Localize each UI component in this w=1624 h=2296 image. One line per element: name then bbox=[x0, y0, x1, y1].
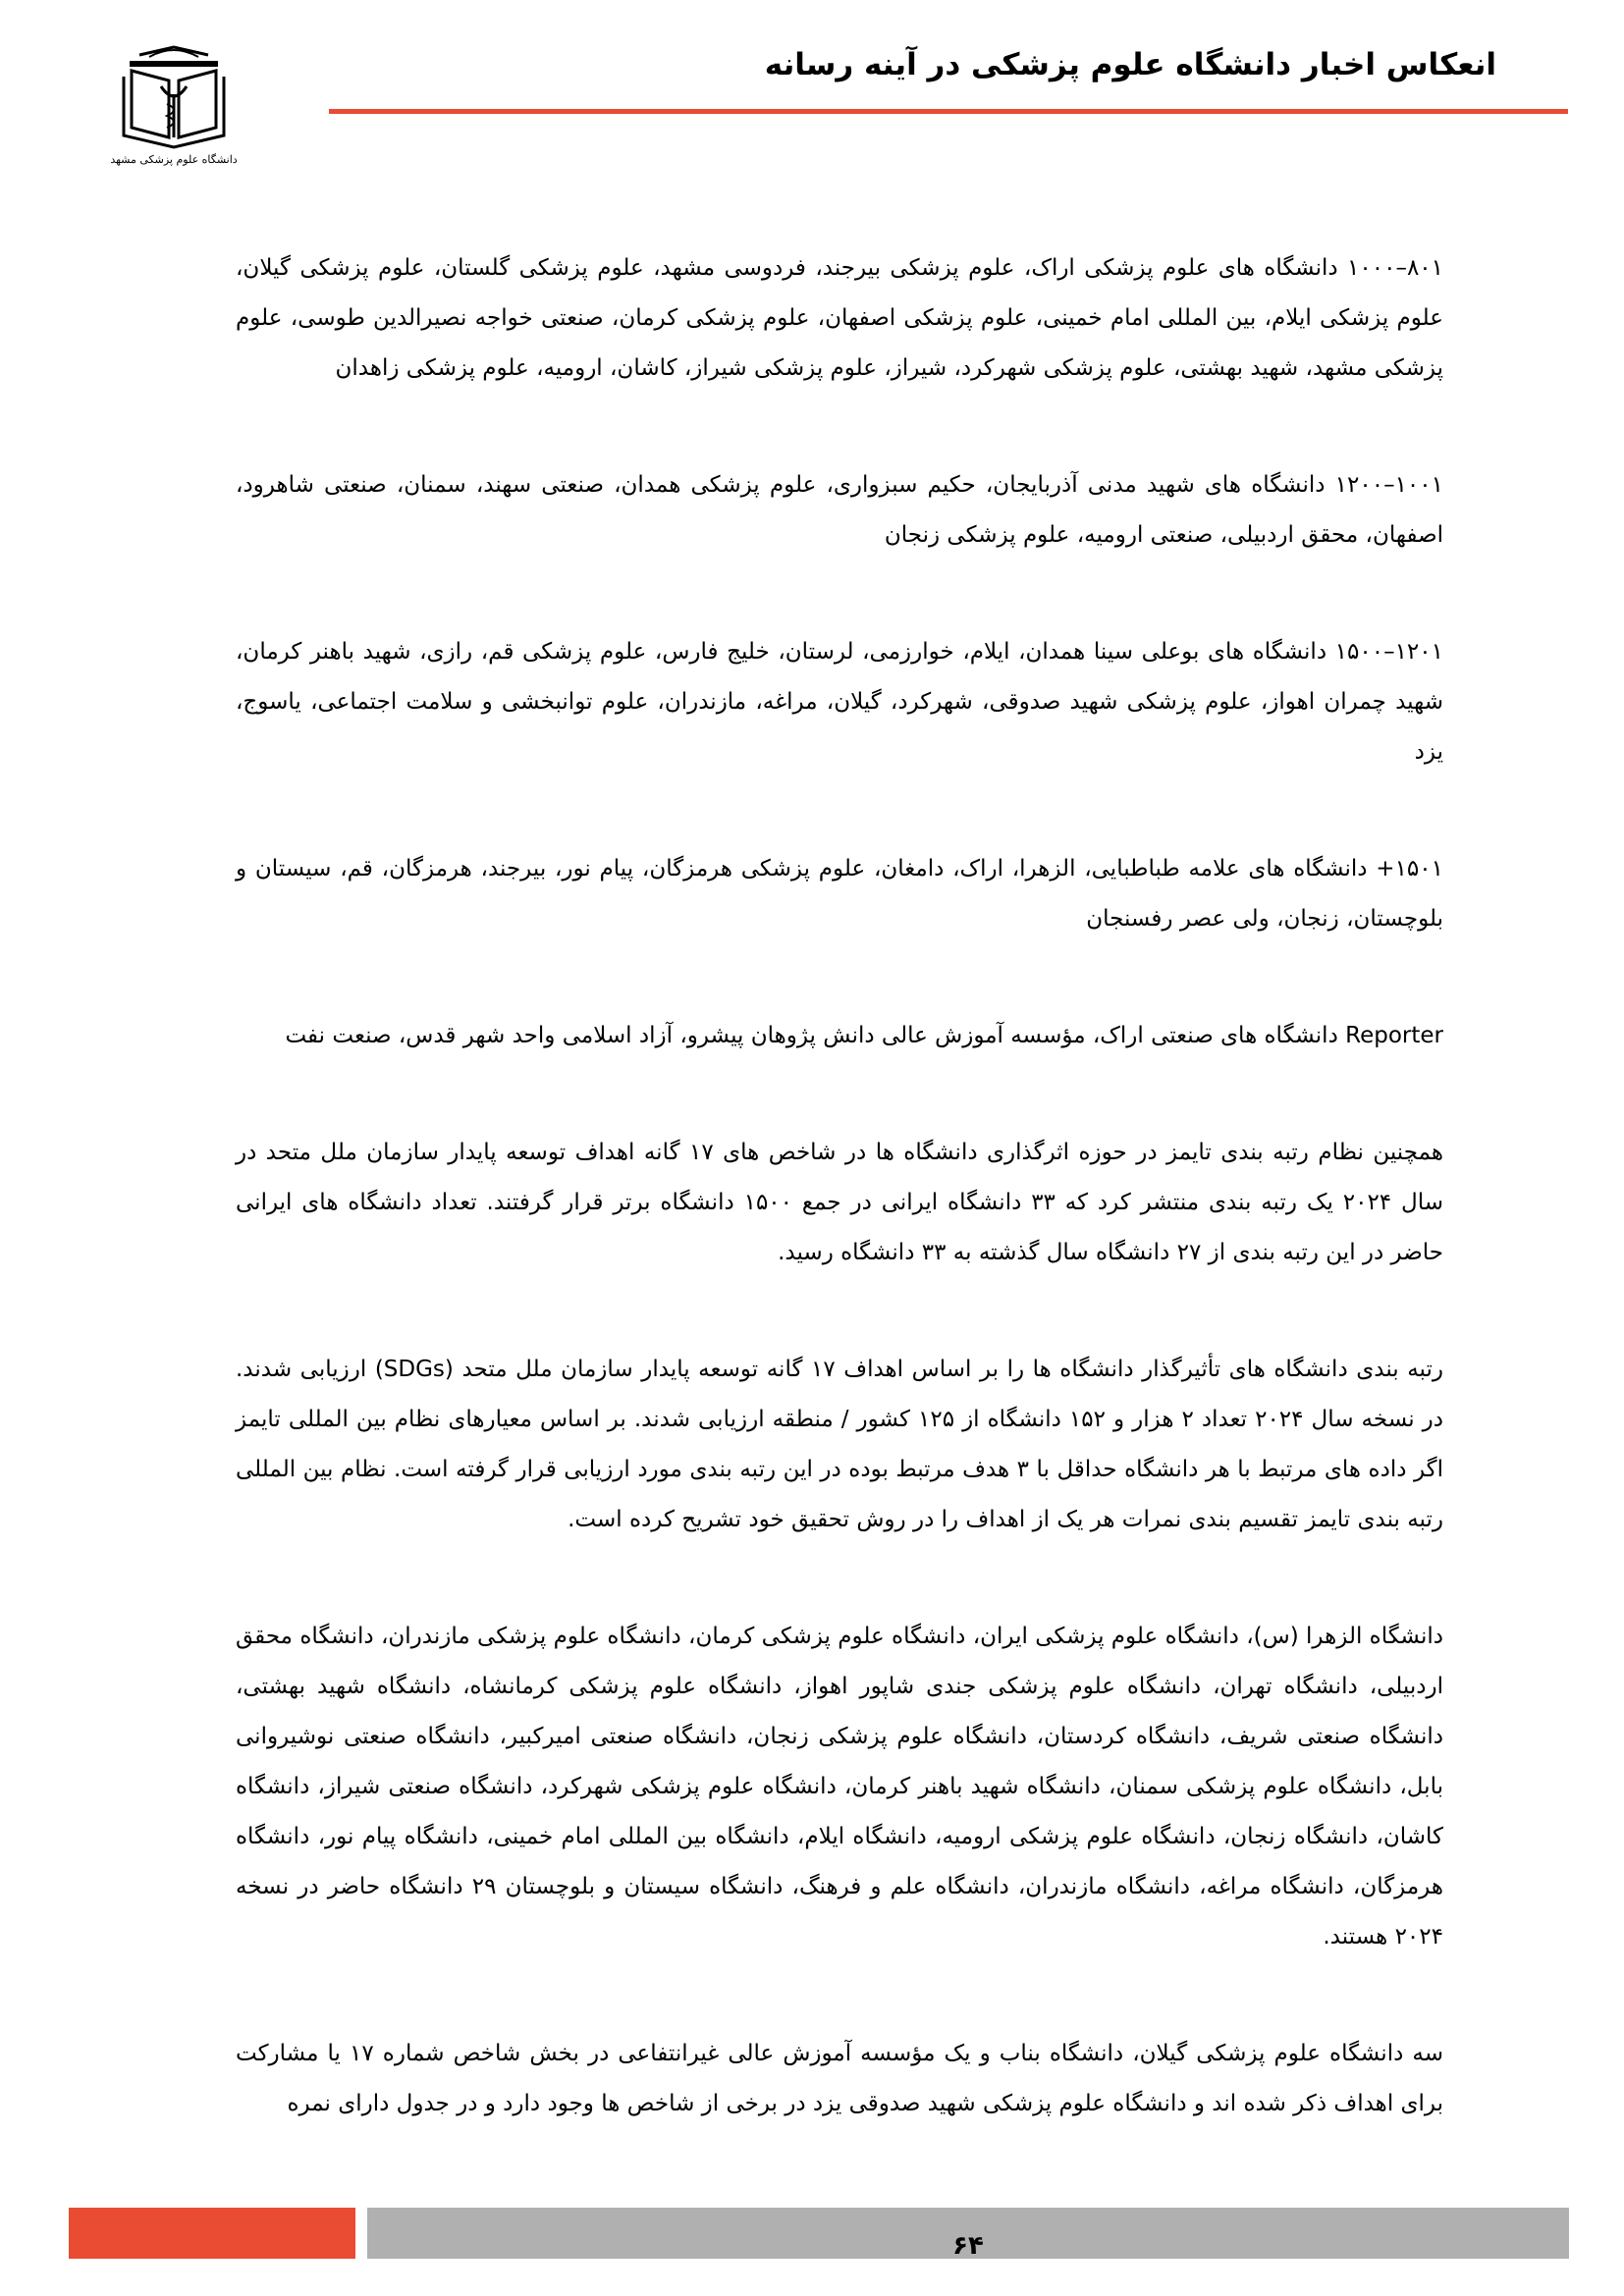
footer-bar-red bbox=[69, 2208, 355, 2259]
paragraph-rank-1001-1200: ۱۰۰۱–۱۲۰۰ دانشگاه های شهید مدنی آذربایجان، حکیم سبزواری، علوم پزشکی همدان، صنعتی سهند، سمنان، صنعتی شاهرود، اصفهان، محقق اردبیلی، صنعتی ارومیه، علوم پزشکی زنجان bbox=[236, 472, 1443, 548]
paragraph-reporter: Reporter دانشگاه های صنعتی اراک، مؤسسه آموزش عالی دانش پژوهان پیشرو، آزاد اسلامی واحد شهر قدس، صنعت نفت bbox=[285, 1023, 1443, 1048]
document-body bbox=[236, 243, 1443, 2129]
paragraph-rank-1201-1500: ۱۲۰۱–۱۵۰۰ دانشگاه های بوعلی سینا همدان، ایلام، خوارزمی، لرستان، خلیج فارس، علوم پزشکی قم، رازی، شهید باهنر کرمان، شهید چمران اهواز، علوم پزشکی شهید صدوقی، شهرکرد، گیلان، مراغه، مازندران، علوم توانبخشی و سلامت اجتماعی، یاسوج، یزد bbox=[236, 639, 1443, 765]
university-logo bbox=[110, 43, 238, 166]
paragraph-rank-801-1000: ۸۰۱–۱۰۰۰ دانشگاه های علوم پزشکی اراک، علوم پزشکی بیرجند، فردوسی مشهد، علوم پزشکی گلستان، علوم پزشکی گیلان، علوم پزشکی ایلام، بین المللی امام خمینی، علوم پزشکی اصفهان، علوم پزشکی کرمان، صنعتی خواجه نصیرالدین طوسی، علوم پزشکی مشهد، شهید بهشتی، علوم پزشکی شهرکرد، شیراز، علوم پزشکی شیراز، کاشان، ارومیه، علوم پزشکی زاهدان bbox=[236, 255, 1443, 381]
paragraph-index-17: سه دانشگاه علوم پزشکی گیلان، دانشگاه بناب و یک مؤسسه آموزش عالی غیرانتفاعی در بخش شاخص شماره ۱۷ یا مشارکت برای اهداف ذکر شده اند و دانشگاه علوم پزشکی شهید صدوقی یزد در برخی از شاخص ها وجود دارد و در جدول دارای نمره bbox=[236, 2041, 1443, 2116]
page-number: ۶۴ bbox=[952, 2231, 984, 2261]
paragraph-rank-1501-plus: ۱۵۰۱+ دانشگاه های علامه طباطبایی، الزهرا، اراک، دامغان، علوم پزشکی هرمزگان، پیام نور، بیرجند، هرمزگان، قم، سیستان و بلوچستان، زنجان، ولی عصر رفسنجان bbox=[236, 856, 1443, 932]
paragraph-times-ranking: همچنین نظام رتبه بندی تایمز در حوزه اثرگذاری دانشگاه ها در شاخص های ۱۷ گانه اهداف توسعه پایدار سازمان ملل متحد در سال ۲۰۲۴ یک رتبه بندی منتشر کرد که ۳۳ دانشگاه ایرانی در جمع ۱۵۰۰ دانشگاه برتر قرار گرفتند. تعداد دانشگاه های ایرانی حاضر در این رتبه بندی از ۲۷ دانشگاه سال گذشته به ۳۳ دانشگاه رسید. bbox=[236, 1140, 1444, 1265]
header-rule bbox=[329, 109, 1568, 114]
page-title: انعکاس اخبار دانشگاه علوم پزشکی در آینه رسانه bbox=[764, 47, 1496, 82]
paragraph-university-list: دانشگاه الزهرا (س)، دانشگاه علوم پزشکی ایران، دانشگاه علوم پزشکی کرمان، دانشگاه علوم پزشکی مازندران، دانشگاه محقق اردبیلی، دانشگاه تهران، دانشگاه علوم پزشکی جندی شاپور اهواز، دانشگاه علوم پزشکی کرمانشاه، دانشگاه شهید بهشتی، دانشگاه صنعتی شریف، دانشگاه کردستان، دانشگاه علوم پزشکی زنجان، دانشگاه صنعتی امیرکبیر، دانشگاه صنعتی نوشیروانی بابل، دانشگاه علوم پزشکی سمنان، دانشگاه شهید باهنر کرمان، دانشگاه علوم پزشکی شهرکرد، دانشگاه صنعتی شیراز، دانشگاه کاشان، دانشگاه زنجان، دانشگاه علوم پزشکی ارومیه، دانشگاه ایلام، دانشگاه بین المللی امام خمینی، دانشگاه پیام نور، دانشگاه هرمزگان، دانشگاه مراغه، دانشگاه مازندران، دانشگاه علم و فرهنگ، دانشگاه سیستان و بلوچستان ۲۹ دانشگاه حاضر در نسخه ۲۰۲۴ هستند. bbox=[236, 1624, 1443, 1949]
logo-caption: دانشگاه علوم پزشکی مشهد bbox=[110, 153, 238, 166]
paragraph-sdgs: رتبه بندی دانشگاه های تأثیرگذار دانشگاه ها را بر اساس اهداف ۱۷ گانه توسعه پایدار سازمان ملل متحد (SDGs) ارزیابی شدند. در نسخه سال ۲۰۲۴ تعداد ۲ هزار و ۱۵۲ دانشگاه از ۱۲۵ کشور / منطقه ارزیابی شدند. بر اساس معیارهای نظام بین المللی تایمز اگر داده های مرتبط با هر دانشگاه حداقل با ۳ هدف مرتبط بوده در این رتبه بندی مورد ارزیابی قرار گرفته است. نظام بین المللی رتبه بندی تایمز تقسیم بندی نمرات هر یک از اهداف را در روش تحقیق خود تشریح کرده است. bbox=[236, 1357, 1444, 1532]
